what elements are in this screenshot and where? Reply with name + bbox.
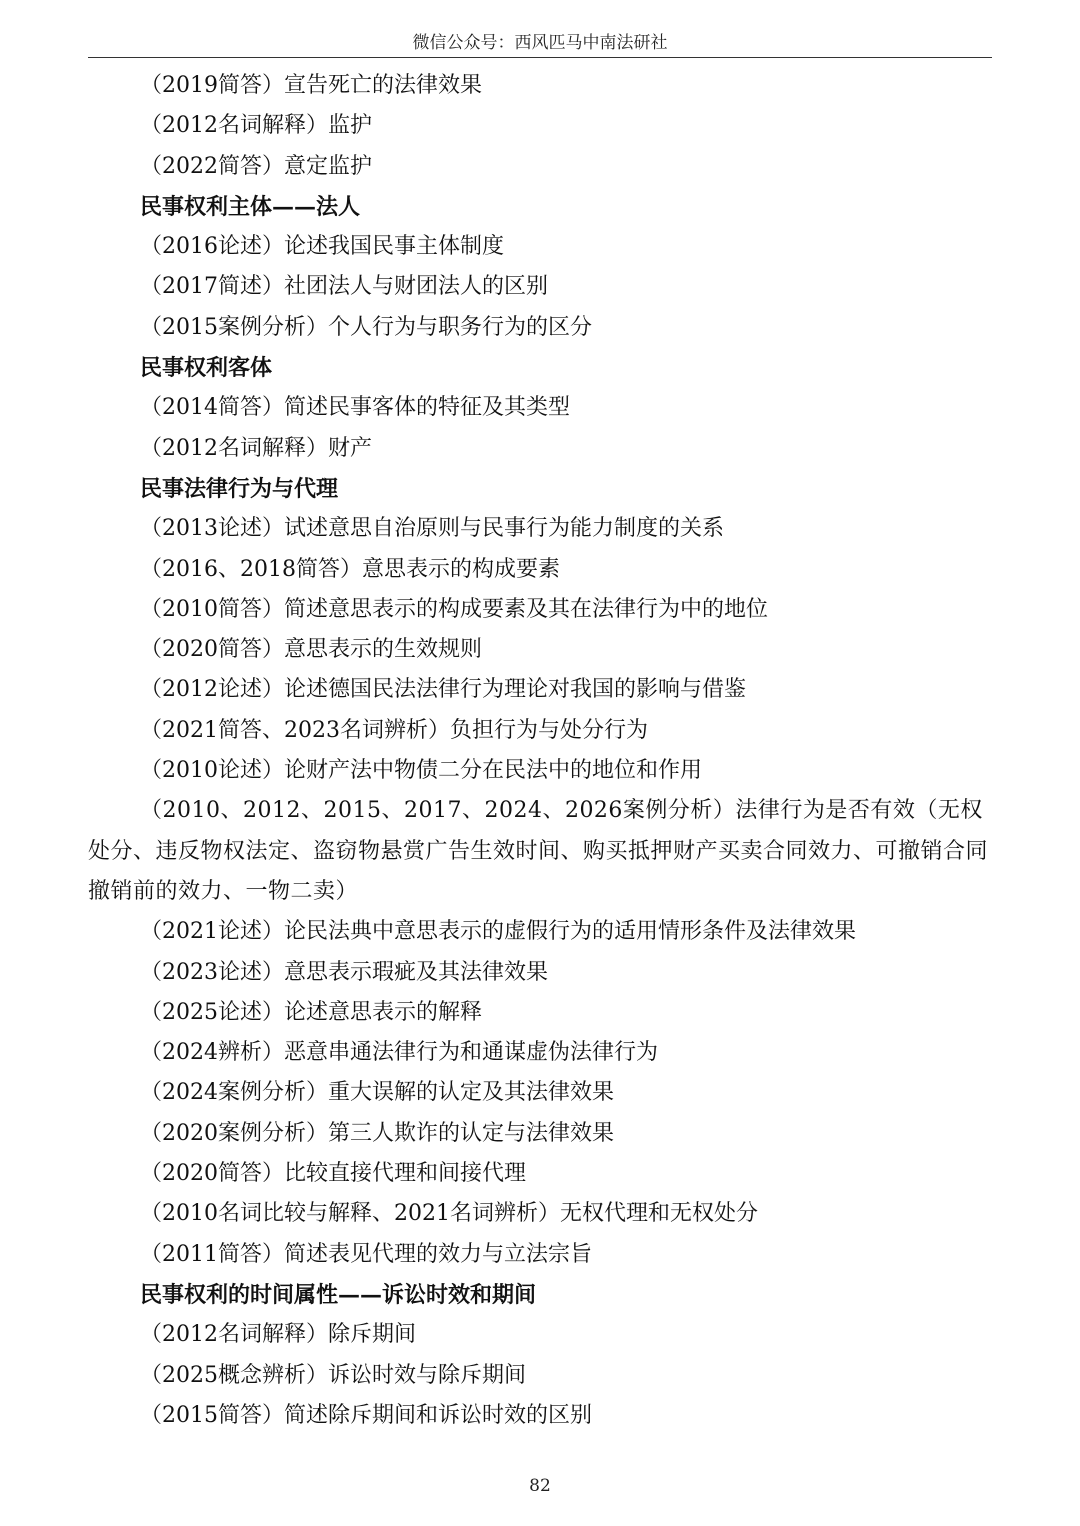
list-item: （2020简答）比较直接代理和间接代理 <box>140 1161 526 1187</box>
list-item: （2019简答）宣告死亡的法律效果 <box>140 73 482 98</box>
list-item: （2016论述）论述我国民事主体制度 <box>140 234 504 260</box>
list-item: （2012名词解释）财产 <box>140 435 372 461</box>
list-item: （2022简答）意定监护 <box>140 153 372 179</box>
paragraph-item: （2010、2012、2015、2017、2024、2026案例分析）法律行为是否有效（无权处分、违反物权法定、盗窃物悬赏广告生效时间、购买抵押财产买卖合同效力、可撤销合同撤销前的效力、一物二卖） <box>88 798 989 904</box>
list-item: （2012名词解释）除斥期间 <box>140 1322 416 1348</box>
list-item: （2013论述）试述意思自治原则与民事行为能力制度的关系 <box>140 516 724 542</box>
list-item: （2025概念辨析）诉讼时效与除斥期间 <box>140 1362 526 1388</box>
list-item: （2014简答）简述民事客体的特征及其类型 <box>140 395 570 421</box>
list-item: （2020案例分析）第三人欺诈的认定与法律效果 <box>140 1120 614 1146</box>
list-item: （2021简答、2023名词辨析）负担行为与处分行为 <box>140 717 648 743</box>
list-item: （2015简答）简述除斥期间和诉讼时效的区别 <box>140 1402 592 1428</box>
section-heading: 民事权利的时间属性——诉讼时效和期间 <box>140 1281 537 1308</box>
page-footer <box>0 1476 1080 1496</box>
header-title: 微信公众号：西风匹马中南法研社 <box>412 33 668 53</box>
list-item: （2020简答）意思表示的生效规则 <box>140 637 482 663</box>
page-content <box>88 66 992 1436</box>
section-heading: 民事权利主体——法人 <box>140 193 361 220</box>
list-item: （2023论述）意思表示瑕疵及其法律效果 <box>140 959 548 985</box>
list-item: （2016、2018简答）意思表示的构成要素 <box>140 556 560 582</box>
list-item: （2012名词解释）监护 <box>140 113 372 139</box>
page-number: 82 <box>529 1476 551 1496</box>
list-item: （2010名词比较与解释、2021名词辨析）无权代理和无权处分 <box>140 1201 758 1227</box>
section-heading: 民事权利客体 <box>140 355 273 382</box>
list-item: （2012论述）论述德国民法法律行为理论对我国的影响与借鉴 <box>140 677 746 703</box>
list-item: （2024辨析）恶意串通法律行为和通谋虚伪法律行为 <box>140 1040 658 1066</box>
page-header <box>88 30 992 58</box>
list-item: （2025论述）论述意思表示的解释 <box>140 999 482 1025</box>
list-item: （2010论述）论财产法中物债二分在民法中的地位和作用 <box>140 758 702 784</box>
list-item: （2021论述）论民法典中意思表示的虚假行为的适用情形条件及法律效果 <box>140 919 856 945</box>
list-item: （2015案例分析）个人行为与职务行为的区分 <box>140 314 592 340</box>
list-item: （2024案例分析）重大误解的认定及其法律效果 <box>140 1080 614 1106</box>
section-heading: 民事法律行为与代理 <box>140 475 339 502</box>
list-item: （2017简述）社团法人与财团法人的区别 <box>140 274 548 300</box>
list-item: （2010简答）简述意思表示的构成要素及其在法律行为中的地位 <box>140 596 768 622</box>
list-item: （2011简答）简述表见代理的效力与立法宗旨 <box>140 1241 592 1267</box>
